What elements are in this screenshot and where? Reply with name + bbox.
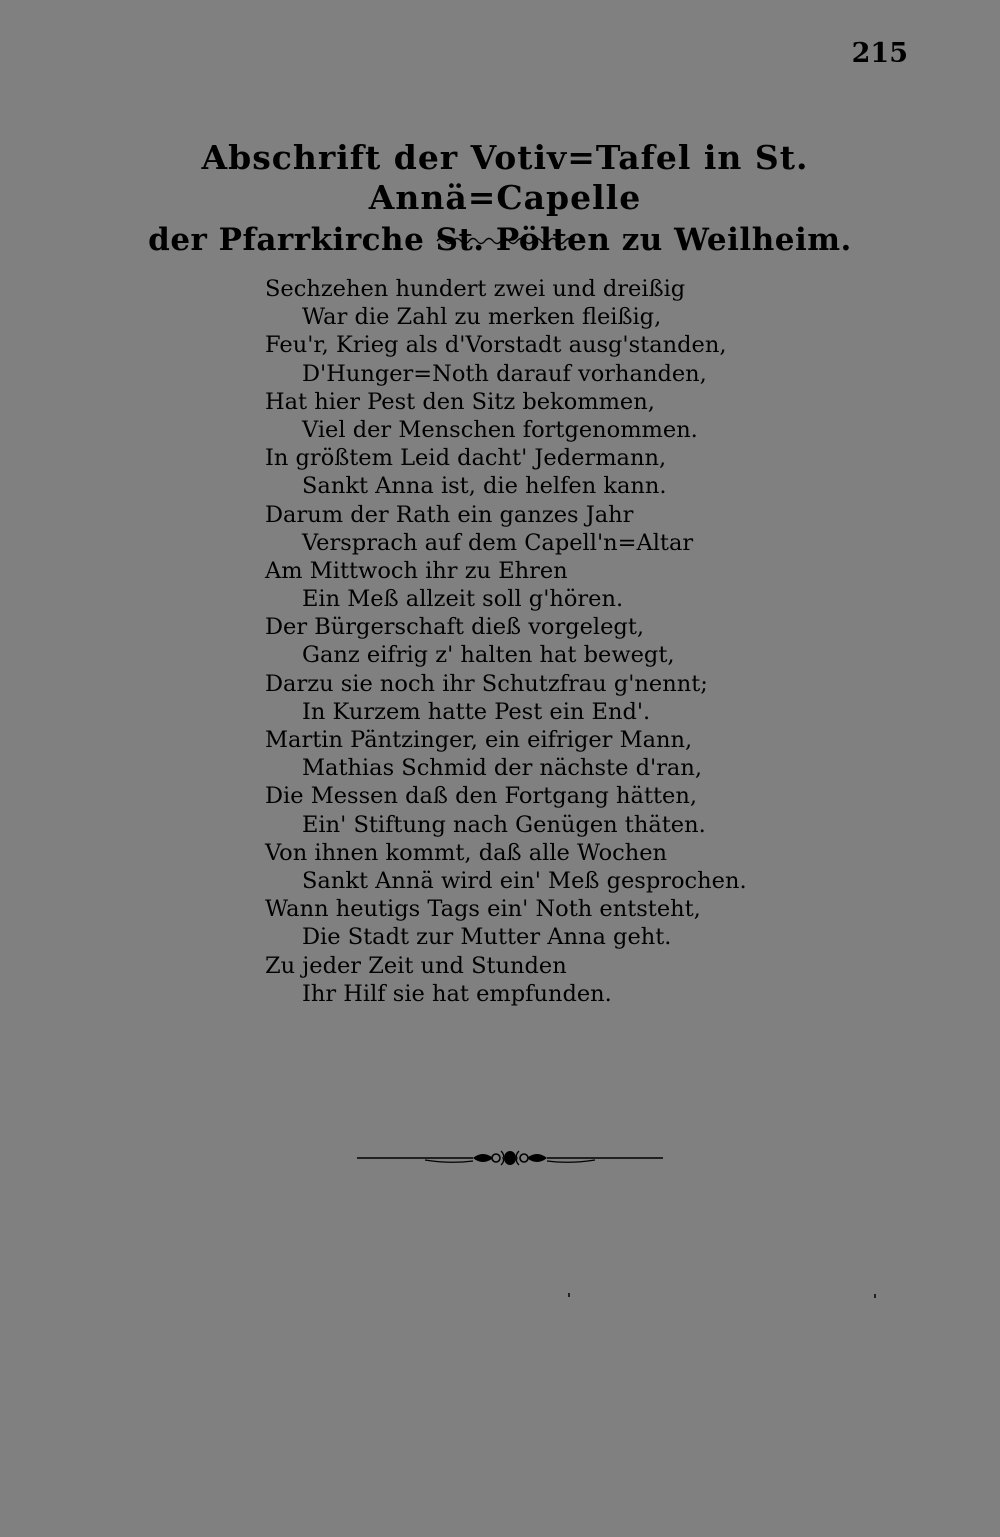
poem-line: Die Stadt zur Mutter Anna geht. — [302, 924, 672, 951]
poem-line: Sankt Anna ist, die helfen kann. — [302, 473, 667, 500]
print-speck — [568, 1293, 570, 1297]
poem-line: Die Messen daß den Fortgang hätten, — [265, 783, 698, 810]
poem-line: Martin Päntzinger, ein eifriger Mann, — [265, 727, 693, 753]
poem-line: Viel der Menschen fortgenommen. — [302, 416, 698, 443]
print-speck — [874, 1294, 876, 1298]
poem-line: Darum der Rath ein ganzes Jahr — [265, 501, 634, 528]
page-number: 215 — [851, 38, 908, 69]
wavy-rule-icon — [435, 234, 575, 246]
poem-line: Darzu sie noch ihr Schutzfrau g'nennt; — [265, 670, 708, 697]
poem-line: Von ihnen kommt, daß alle Wochen — [265, 839, 668, 866]
poem-line: Sankt Annä wird ein' Meß gesprochen. — [302, 867, 747, 894]
poem-line: Ihr Hilf sie hat empfunden. — [302, 980, 612, 1007]
poem-line: Feu'r, Krieg als d'Vorstadt ausg'standen, — [265, 332, 727, 359]
poem-line: Wann heutigs Tags ein' Noth entsteht, — [265, 896, 701, 923]
poem-line: Ein' Stiftung nach Genügen thäten. — [302, 811, 706, 838]
poem-line: In Kurzem hatte Pest ein End'. — [302, 698, 651, 725]
poem-line: Am Mittwoch ihr zu Ehren — [265, 557, 568, 584]
title-line-1: Abschrift der Votiv=Tafel in St. Annä=Capelle — [201, 138, 809, 217]
poem-line: Mathias Schmid der nächste d'ran, — [302, 755, 702, 782]
poem-line: Zu jeder Zeit und Stunden — [265, 952, 567, 979]
poem-line: Ein Meß allzeit soll g'hören. — [302, 586, 624, 613]
poem-line: D'Hunger=Noth darauf vorhanden, — [302, 360, 707, 387]
scroll-ornament-icon — [355, 1145, 665, 1171]
poem-line: Versprach auf dem Capell'n=Altar — [302, 529, 694, 556]
poem-line: War die Zahl zu merken fleißig, — [302, 304, 662, 331]
poem-line: Sechzehen hundert zwei und dreißig — [265, 276, 686, 302]
title-line-2: der Pfarrkirche St. Pölten zu Weilheim. — [148, 222, 852, 258]
poem-line: Hat hier Pest den Sitz bekommen, — [265, 388, 655, 415]
poem-line: Ganz eifrig z' halten hat bewegt, — [302, 642, 675, 669]
poem-line: Der Bürgerschaft dieß vorgelegt, — [265, 614, 645, 641]
poem — [265, 275, 747, 1008]
poem-line: In größtem Leid dacht' Jedermann, — [265, 445, 667, 472]
